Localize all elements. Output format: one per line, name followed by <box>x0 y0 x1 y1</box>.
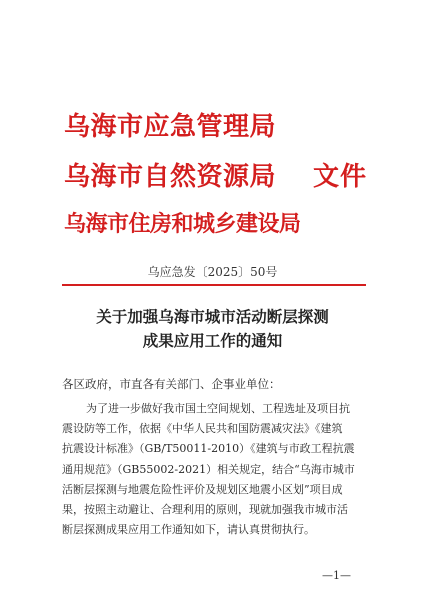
header-divider <box>62 284 366 286</box>
issuer-emergency-bureau: 乌海市应急管理局 <box>64 112 277 142</box>
body-paragraph-line: 通用规范》（GB55002-2021）相关规定，结合“乌海市城市 <box>62 463 355 476</box>
body-paragraph-line: 果，按照主动避让、合理利用的原则，现就加强我市城市活 <box>62 503 348 516</box>
issuer-natural-resources-bureau: 乌海市自然资源局 <box>64 162 277 192</box>
page-number: —1— <box>322 569 351 582</box>
document-number: 乌应急发〔2025〕50号 <box>147 265 278 279</box>
document-type-label: 文件 <box>313 162 368 192</box>
salutation: 各区政府，市直各有关部门、企事业单位： <box>62 377 281 391</box>
body-paragraph-line: 为了进一步做好我市国土空间规划、工程选址及项目抗 <box>86 402 350 415</box>
notice-title-line-2: 成果应用工作的通知 <box>142 331 283 350</box>
issuer-housing-construction-bureau: 乌海市住房和城乡建设局 <box>64 211 301 237</box>
notice-title-line-1: 关于加强乌海市城市活动断层探测 <box>96 307 329 326</box>
body-paragraph-line: 断层探测成果应用工作通知如下，请认真贯彻执行。 <box>62 523 315 536</box>
body-paragraph-line: 活断层探测与地震危险性评价及规划区地震小区划”项目成 <box>62 483 343 496</box>
body-paragraph-line: 震设防等工作，依据《中华人民共和国防震减灾法》《建筑 <box>62 422 343 435</box>
body-paragraph-line: 抗震设计标准》（GB/T50011-2010）《建筑与市政工程抗震 <box>62 442 355 455</box>
